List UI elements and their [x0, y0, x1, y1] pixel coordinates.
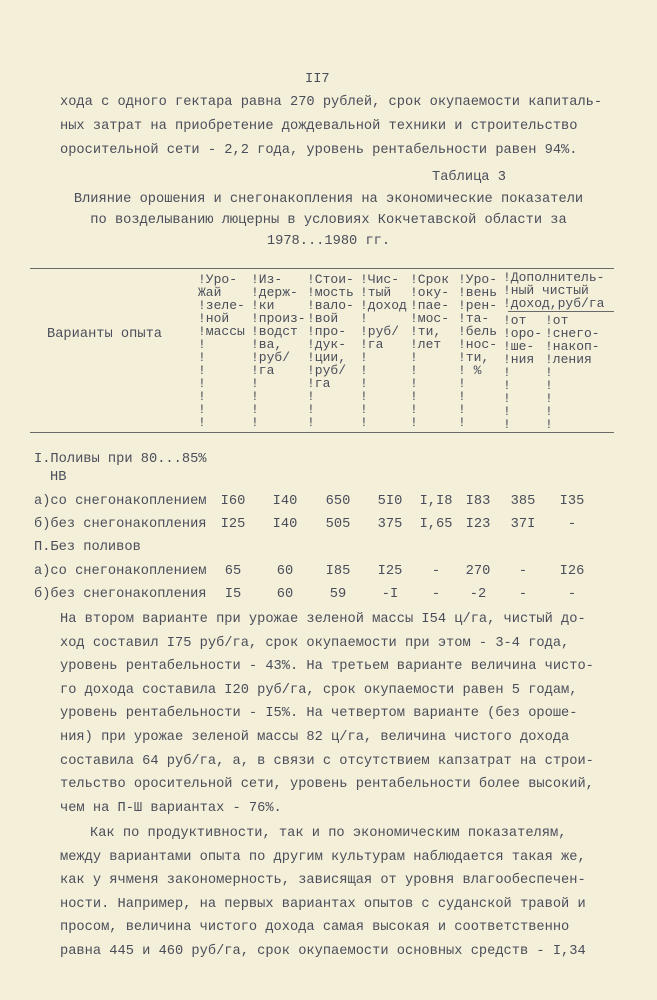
- table-cell: I40: [272, 517, 298, 532]
- text-line: чем на П-Ш вариантах - 76%.: [60, 800, 282, 816]
- text-line: между вариантами опыта по другим культурам наблюдается такая же,: [60, 849, 586, 865]
- text-line: оросительной сети - 2,2 года, уровень рентабельности равен 94%.: [60, 143, 578, 158]
- table-cell: I5: [224, 587, 242, 602]
- table-cell: 65: [224, 564, 242, 579]
- group-underline: [508, 311, 614, 312]
- table-cell: 60: [276, 564, 294, 579]
- text-line: ности. Например, на первых вариантах опытов с суданской травой и: [60, 896, 586, 912]
- table-cell: 60: [276, 587, 294, 602]
- row-label: б)без снегонакопления: [34, 587, 207, 602]
- table-cell: 505: [325, 517, 351, 532]
- sub-header-irrigation: !от !оро- !ше- !ния ! ! ! ! !: [503, 313, 543, 432]
- text-line: уровень рентабельности - I5%. На четвертом варианте (без ороше-: [60, 706, 578, 722]
- table-cell: I,65: [419, 517, 453, 532]
- table-title-line: по возделыванию люцерны в условиях Кокчетавской области за: [90, 213, 567, 228]
- table-cell: -: [431, 587, 441, 602]
- table-cell: 5I0: [377, 494, 403, 509]
- text-line: как у ячменя закономерность, зависящая от уровня влагообеспечен-: [60, 873, 586, 889]
- table-cell: 375: [377, 517, 403, 532]
- table-header-rule: [30, 432, 614, 433]
- column-header: !Стои- !мость !вало- !вой !про- !дук- !ции, !руб/ !га ! ! !: [307, 272, 354, 430]
- table-cell: -2: [469, 587, 487, 602]
- text-line: На втором варианте при урожае зеленой массы I54 ц/га, чистый до-: [60, 612, 586, 627]
- table-label: Таблица 3: [432, 170, 506, 185]
- column-header: !Уро- !вень !рен- !та- !бель !нос- !ти, ! % ! ! ! !: [458, 272, 498, 430]
- table-cell: I,I8: [419, 494, 453, 509]
- table-cell: -: [431, 564, 441, 579]
- column-header: !Срок !оку- !пае- !мос- !ти, !лет ! ! ! ! ! !: [410, 272, 450, 430]
- text-line: го дохода составила I20 руб/га, срок окупаемости равен 5 годам,: [60, 682, 578, 698]
- table-cell: I23: [465, 517, 491, 532]
- group-header: !Дополнитель- !ный чистый !доход,руб/га: [503, 270, 605, 311]
- text-line: тельство оросительной сети, уровень рентабельности более высокий,: [60, 777, 594, 793]
- text-line: уровень рентабельности - 43%. На третьем варианте величина чисто-: [60, 659, 594, 675]
- column-header: !Уро- Жай !зеле- !ной !массы ! ! ! ! ! ! !: [198, 272, 245, 430]
- table-cell: 650: [325, 494, 351, 509]
- table-cell: -: [567, 517, 577, 532]
- text-line: ния) при урожае зеленой массы 82 ц/га, величина чистого дохода: [60, 730, 570, 745]
- sub-header-snow: !от !снего- !накоп- !ления ! ! ! ! !: [545, 313, 600, 432]
- table-cell: I25: [377, 564, 403, 579]
- table-title-line: 1978...1980 гг.: [266, 234, 391, 249]
- column-header: !Из- !держ- !ки !произ- !водст !ва, !руб/ !га ! ! ! !: [251, 272, 306, 430]
- page-number: II7: [305, 72, 330, 87]
- text-line: хода с одного гектара равна 270 рублей, срок окупаемости капиталь-: [60, 95, 603, 110]
- table-cell: -: [567, 587, 577, 602]
- section-title: I.Поливы при 80...85%: [34, 452, 207, 467]
- table-cell: -: [518, 564, 528, 579]
- text-line: Как по продуктивности, так и по экономическим показателям,: [90, 826, 567, 841]
- table-cell: 385: [510, 494, 536, 509]
- section-title: П.Без поливов: [34, 540, 141, 555]
- table-cell: 270: [465, 564, 491, 579]
- section-title-cont: НВ: [50, 470, 67, 485]
- table-cell: -I: [381, 587, 399, 602]
- table-cell: I26: [559, 564, 585, 579]
- text-line: равна 445 и 460 руб/га, срок окупаемости основных средств - I,34: [60, 944, 586, 959]
- table-cell: I35: [559, 494, 585, 509]
- table-cell: I85: [325, 564, 351, 579]
- text-line: составила 64 руб/га, а, в связи с отсутствием капзатрат на строи-: [60, 753, 594, 769]
- text-line: ных затрат на приобретение дождевальной техники и строительство: [60, 119, 578, 134]
- table-title-line: Влияние орошения и снегонакопления на экономические показатели: [73, 192, 584, 207]
- table-cell: I40: [272, 494, 298, 509]
- table-cell: I83: [465, 494, 491, 509]
- row-label: а)со снегонакоплением: [34, 564, 207, 579]
- text-line: ход составил I75 руб/га, срок окупаемости при этом - 3-4 года,: [60, 635, 570, 651]
- table-cell: 59: [329, 587, 347, 602]
- text-line: просом, величина чистого дохода самая высокая и соответственно: [60, 920, 570, 936]
- table-cell: I60: [220, 494, 246, 509]
- table-top-rule: [30, 268, 614, 269]
- column-header: !Чис- !тый !доход ! !руб/ !га ! ! ! ! ! !: [360, 272, 407, 430]
- stub-header: Варианты опыта: [47, 327, 162, 342]
- table-cell: 37I: [510, 517, 536, 532]
- row-label: а)со снегонакоплением: [34, 494, 207, 509]
- table-cell: -: [518, 587, 528, 602]
- table-cell: I25: [220, 517, 246, 532]
- row-label: б)без снегонакопления: [34, 517, 207, 532]
